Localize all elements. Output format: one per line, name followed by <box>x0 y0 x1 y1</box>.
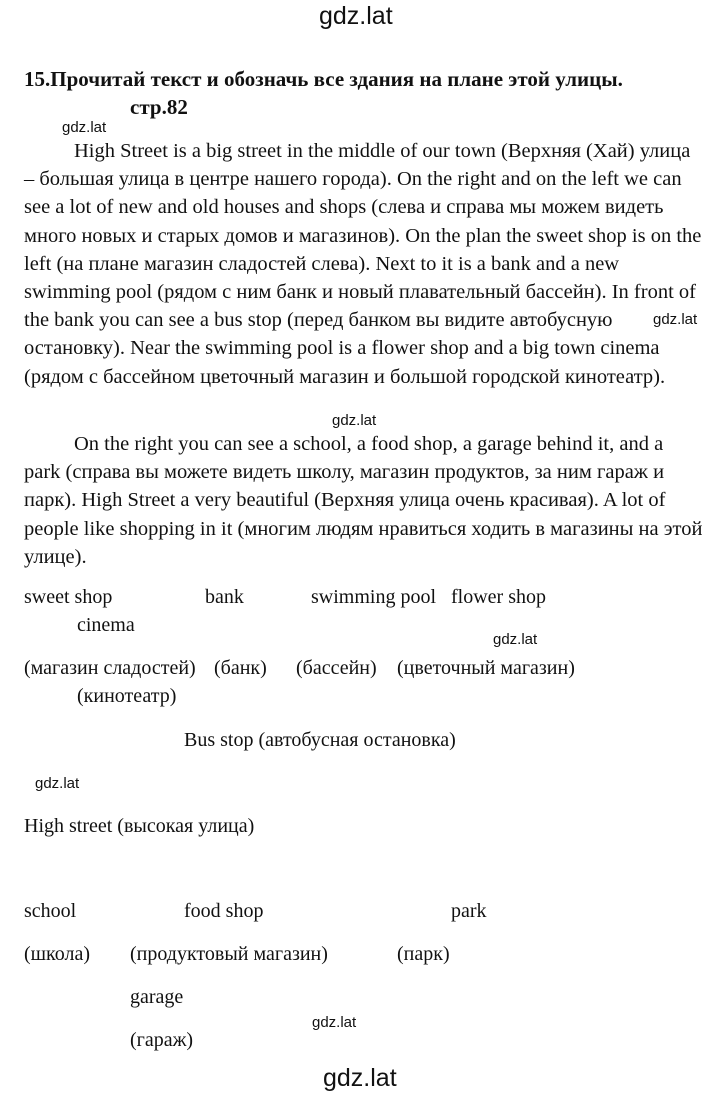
label-food-shop-ru: (продуктовый магазин) <box>130 943 328 965</box>
label-swimming-pool: swimming pool <box>311 586 437 608</box>
watermark: gdz.lat <box>653 311 698 328</box>
watermark: gdz.lat <box>312 1014 357 1031</box>
watermark: gdz.lat <box>62 119 107 136</box>
label-flower-shop: flower shop <box>451 586 546 608</box>
paragraph-1-text: High Street is a big street in the middle of our town (Верхняя (Хай) улица – большая улица в центре нашего города). On the right and on the left we can see a lot of new and old houses and shops (слева и справа мы можем видеть много новых и старых домов и магазинов). On the plan the sweet shop is on the left (на плане магазин сладостей слева). Next to it is a bank and a new swimming pool (рядом с ним банк и новый плавательный бассейн). In front of the bank you can see a bus stop (перед банком вы видите автобусную остановку). Near the swimming pool is a flower shop and a big town cinema (рядом с бассейном цветочный магазин и большой городской кинотеатр). <box>24 140 702 388</box>
label-school: school <box>24 900 77 922</box>
watermark: gdz.lat <box>332 412 377 429</box>
label-flower-shop-ru: (цветочный магазин) <box>397 657 575 679</box>
label-cinema: cinema <box>77 614 135 636</box>
label-bank-ru: (банк) <box>214 657 267 679</box>
label-garage: garage <box>130 986 184 1008</box>
label-high-street: High street (высокая улица) <box>24 815 255 837</box>
paragraph-2 <box>24 430 704 571</box>
label-garage-ru: (гараж) <box>130 1029 194 1051</box>
watermark-top: gdz.lat <box>319 2 393 30</box>
task-title: 15.Прочитай текст и обозначь все здания на плане этой улицы. <box>24 67 623 91</box>
label-swimming-pool-ru: (бассейн) <box>296 657 377 679</box>
label-park-ru: (парк) <box>397 943 450 965</box>
watermark: gdz.lat <box>493 631 538 648</box>
paragraph-1 <box>24 137 704 391</box>
label-cinema-ru: (кинотеатр) <box>77 685 177 707</box>
label-sweet-shop: sweet shop <box>24 586 113 608</box>
label-park: park <box>451 900 487 922</box>
watermark: gdz.lat <box>35 775 80 792</box>
watermark-bottom: gdz.lat <box>323 1064 397 1092</box>
label-bank: bank <box>205 586 244 608</box>
page-reference: стр.82 <box>130 95 188 119</box>
label-school-ru: (школа) <box>24 943 91 965</box>
label-sweet-shop-ru: (магазин сладостей) <box>24 657 196 679</box>
paragraph-2-text: On the right you can see a school, a food shop, a garage behind it, and a park (справа вы можете видеть школу, магазин продуктов, за ним гараж и парк). High Street a very beautiful (Верхняя улица очень красивая). A lot of people like shopping in it (многим людям нравиться ходить в магазины на этой улице). <box>24 433 703 568</box>
label-bus-stop: Bus stop (автобусная остановка) <box>184 729 456 751</box>
label-food-shop: food shop <box>184 900 264 922</box>
